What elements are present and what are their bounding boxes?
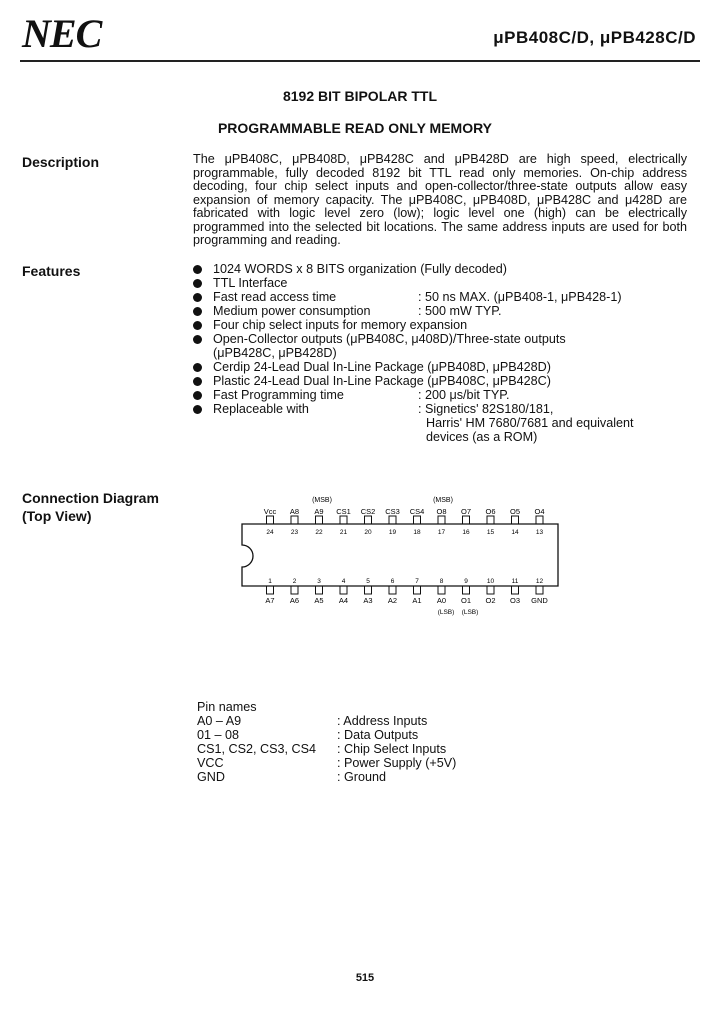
bottom-pin-number: 5 bbox=[366, 578, 370, 585]
top-pin-numbers bbox=[266, 529, 543, 536]
bullet-icon bbox=[193, 335, 202, 344]
title-line2: PROGRAMMABLE READ ONLY MEMORY bbox=[217, 120, 493, 136]
bullet-icon bbox=[193, 293, 202, 302]
top-pin-number: 16 bbox=[462, 529, 470, 536]
msb-label-data: (MSB) bbox=[433, 497, 453, 504]
bottom-pin-box bbox=[291, 586, 298, 594]
bottom-pin-box bbox=[365, 586, 372, 594]
bottom-pin-name: A3 bbox=[363, 596, 373, 605]
top-pin-number: 22 bbox=[315, 529, 323, 536]
bullet-icon bbox=[193, 279, 202, 288]
top-pin-boxes bbox=[267, 516, 544, 524]
bullet-icon bbox=[193, 307, 202, 316]
part-numbers: μPB408C/D, μPB428C/D bbox=[493, 28, 696, 47]
features-heading: Features bbox=[22, 263, 81, 279]
top-pin-box bbox=[438, 516, 445, 524]
top-pin-name: A9 bbox=[314, 507, 324, 516]
bullet-icon bbox=[193, 363, 202, 372]
bottom-pin-number: 3 bbox=[317, 578, 321, 585]
bottom-pin-number: 10 bbox=[486, 578, 495, 585]
bottom-pin-name: A7 bbox=[265, 596, 275, 605]
bottom-pin-box bbox=[267, 586, 274, 594]
bottom-pin-number: 4 bbox=[341, 578, 346, 585]
top-view-label: (Top View) bbox=[22, 508, 92, 524]
top-pin-name: O4 bbox=[534, 507, 545, 516]
bottom-pin-name: A4 bbox=[338, 596, 349, 605]
bottom-pin-box bbox=[438, 586, 445, 594]
top-pin-number: 21 bbox=[339, 529, 348, 536]
top-pin-number: 17 bbox=[437, 529, 446, 536]
top-pin-box bbox=[365, 516, 372, 524]
top-pin-names bbox=[264, 507, 545, 516]
bottom-pin-name: A6 bbox=[289, 596, 300, 605]
bullet-icon bbox=[193, 405, 202, 414]
bottom-pin-number: 8 bbox=[439, 578, 444, 585]
top-pin-name: A8 bbox=[289, 507, 300, 516]
top-pin-number: 18 bbox=[413, 529, 421, 536]
bullet-icon bbox=[193, 321, 202, 330]
title-line1: 8192 BIT BIPOLAR TTL bbox=[282, 88, 438, 104]
top-pin-box bbox=[463, 516, 470, 524]
top-pin-name: Vcc bbox=[263, 507, 277, 516]
top-pin-box bbox=[512, 516, 519, 524]
bottom-pin-number: 12 bbox=[535, 578, 544, 585]
bottom-pin-number: 2 bbox=[292, 578, 297, 585]
header-rule bbox=[20, 60, 700, 62]
bottom-pin-name: A1 bbox=[412, 596, 422, 605]
lsb-label-data: (LSB) bbox=[461, 609, 479, 616]
bottom-pin-name: O2 bbox=[485, 596, 496, 605]
top-pin-number: 14 bbox=[511, 529, 519, 536]
top-pin-number: 15 bbox=[486, 529, 495, 536]
msb-label-address: (MSB) bbox=[312, 497, 332, 504]
bottom-pin-name: O3 bbox=[509, 596, 521, 605]
top-pin-number: 13 bbox=[535, 529, 544, 536]
top-pin-box bbox=[536, 516, 543, 524]
top-pin-name: CS4 bbox=[409, 507, 425, 516]
bottom-pin-boxes bbox=[267, 586, 544, 594]
bottom-pin-number: 7 bbox=[415, 578, 419, 585]
top-pin-name: O8 bbox=[436, 507, 447, 516]
top-pin-name: O7 bbox=[460, 507, 472, 516]
top-pin-box bbox=[340, 516, 347, 524]
bottom-pin-name: A2 bbox=[387, 596, 398, 605]
bottom-pin-box bbox=[389, 586, 396, 594]
bottom-pin-names bbox=[265, 596, 548, 605]
top-pin-box bbox=[291, 516, 298, 524]
description-heading: Description bbox=[22, 154, 100, 170]
bottom-pin-number: 1 bbox=[268, 578, 272, 585]
bottom-pin-box bbox=[536, 586, 543, 594]
top-pin-name: CS1 bbox=[336, 507, 351, 516]
top-pin-number: 24 bbox=[266, 529, 274, 536]
bottom-pin-numbers bbox=[268, 578, 543, 585]
top-pin-box bbox=[414, 516, 421, 524]
page-number: 515 bbox=[355, 972, 375, 984]
connection-diagram-heading: Connection Diagram bbox=[22, 490, 159, 506]
bottom-pin-name: O1 bbox=[460, 596, 472, 605]
bottom-pin-number: 11 bbox=[511, 578, 519, 585]
top-pin-name: O5 bbox=[509, 507, 521, 516]
lsb-label-address: (LSB) bbox=[437, 609, 455, 616]
bullet-icon bbox=[193, 377, 202, 386]
top-pin-box bbox=[389, 516, 396, 524]
bottom-pin-box bbox=[487, 586, 494, 594]
nec-logo: NEC bbox=[22, 11, 102, 56]
bottom-pin-name: GND bbox=[531, 596, 548, 605]
bottom-pin-box bbox=[316, 586, 323, 594]
top-pin-number: 23 bbox=[290, 529, 299, 536]
top-pin-name: CS2 bbox=[360, 507, 376, 516]
top-pin-number: 20 bbox=[364, 529, 372, 536]
top-pin-box bbox=[316, 516, 323, 524]
bottom-pin-number: 6 bbox=[390, 578, 395, 585]
bottom-pin-box bbox=[340, 586, 347, 594]
bottom-pin-box bbox=[512, 586, 519, 594]
bullet-icon bbox=[193, 391, 202, 400]
top-pin-box bbox=[267, 516, 274, 524]
dip-pinout-diagram bbox=[230, 490, 570, 620]
top-pin-name: CS3 bbox=[385, 507, 400, 516]
top-pin-name: O6 bbox=[485, 507, 496, 516]
bottom-pin-box bbox=[414, 586, 421, 594]
bottom-pin-box bbox=[463, 586, 470, 594]
bottom-pin-name: A5 bbox=[314, 596, 324, 605]
top-pin-box bbox=[487, 516, 494, 524]
bottom-pin-number: 9 bbox=[464, 578, 468, 585]
top-pin-number: 19 bbox=[388, 529, 397, 536]
bullet-icon bbox=[193, 265, 202, 274]
description-text: The μPB408C, μPB408D, μPB428C and μPB428D are high speed, electrically programmable, fully decoded 8192 bit TTL read only memories. On-chip address decoding, four chip select inputs and open-collector/three-state outputs allow easy expansion of memory capacity. The μPB408C, μPB408D, μPB428C and μ428D are fabricated with logic level zero (low); logic level one (high) can be electrically programmed into the selected bit locations. The same address inputs are used for both programming and reading. bbox=[193, 152, 687, 247]
bottom-pin-name: A0 bbox=[436, 596, 447, 605]
